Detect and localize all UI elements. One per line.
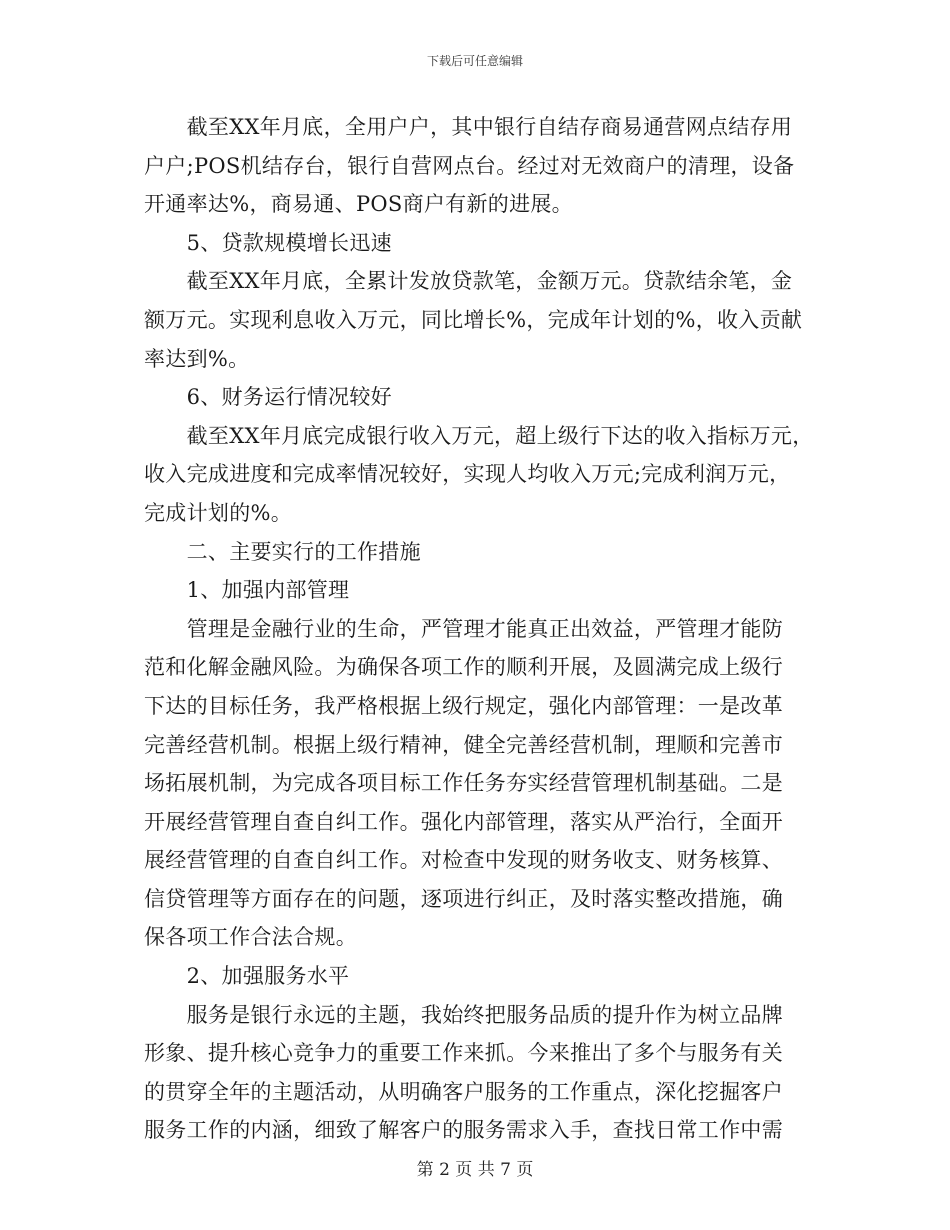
text-line: 开展经营管理自查自纠工作。强化内部管理，落实从严治行，全面开: [144, 809, 783, 834]
text-line: 截至XX年月底，全用户户，其中银行自结存商易通营网点结存用: [144, 115, 793, 139]
text-line: 保各项工作合法合规。: [144, 925, 357, 950]
text-line: 额万元。实现利息收入万元，同比增长%，完成年计划的%，收入贡献: [144, 307, 803, 332]
page-header: 下载后可任意编辑: [426, 54, 523, 68]
text-line: 服务是银行永远的主题，我始终把服务品质的提升作为树立品牌: [144, 1002, 783, 1027]
page-footer: 第 2 页 共 7 页: [416, 1160, 534, 1180]
text-line: 截至XX年月底，全累计发放贷款笔，金额万元。贷款结余笔，金: [144, 269, 793, 294]
text-line: 场拓展机制，为完成各项目标工作任务夯实经营管理机制基础。二是: [144, 771, 783, 796]
text-line: 的贯穿全年的主题活动，从明确客户服务的工作重点，深化挖掘客户: [144, 1079, 783, 1104]
text-line: 率达到%。: [144, 346, 250, 371]
text-line: 完善经营机制。根据上级行精神，健全完善经营机制，理顺和完善市: [144, 732, 783, 757]
text-line: 范和化解金融风险。为确保各项工作的顺利开展，及圆满完成上级行: [144, 655, 783, 680]
text-line: 户户;POS机结存台，银行自营网点台。经过对无效商户的清理，设备: [144, 153, 795, 178]
text-line: 管理是金融行业的生命，严管理才能真正出效益，严管理才能防: [144, 616, 783, 641]
section-heading: 2、加强服务水平: [144, 964, 350, 989]
text-line: 信贷管理等方面存在的问题，逐项进行纠正，及时落实整改措施，确: [144, 886, 783, 911]
text-line: 开通率达%，商易通、POS商户有新的进展。: [144, 192, 573, 217]
text-line: 服务工作的内涵，细致了解客户的服务需求入手，查找日常工作中需: [144, 1118, 783, 1143]
text-line: 形象、提升核心竞争力的重要工作来抓。今来推出了多个与服务有关: [144, 1041, 783, 1066]
section-heading: 6、财务运行情况较好: [144, 385, 392, 410]
section-heading: 1、加强内部管理: [144, 578, 350, 603]
text-line: 截至XX年月底完成银行收入万元，超上级行下达的收入指标万元，: [144, 423, 814, 448]
section-heading: 5、贷款规模增长迅速: [144, 230, 392, 255]
text-line: 完成计划的%。: [144, 500, 293, 525]
text-line: 下达的目标任务，我严格根据上级行规定，强化内部管理：一是改革: [144, 693, 783, 718]
text-line: 展经营管理的自查自纠工作。对检查中发现的财务收支、财务核算、: [144, 848, 783, 873]
section-heading: 二、主要实行的工作措施: [144, 539, 421, 564]
text-line: 收入完成进度和完成率情况较好，实现人均收入万元;完成利润万元，: [144, 462, 791, 487]
document-body: [144, 112, 816, 1154]
